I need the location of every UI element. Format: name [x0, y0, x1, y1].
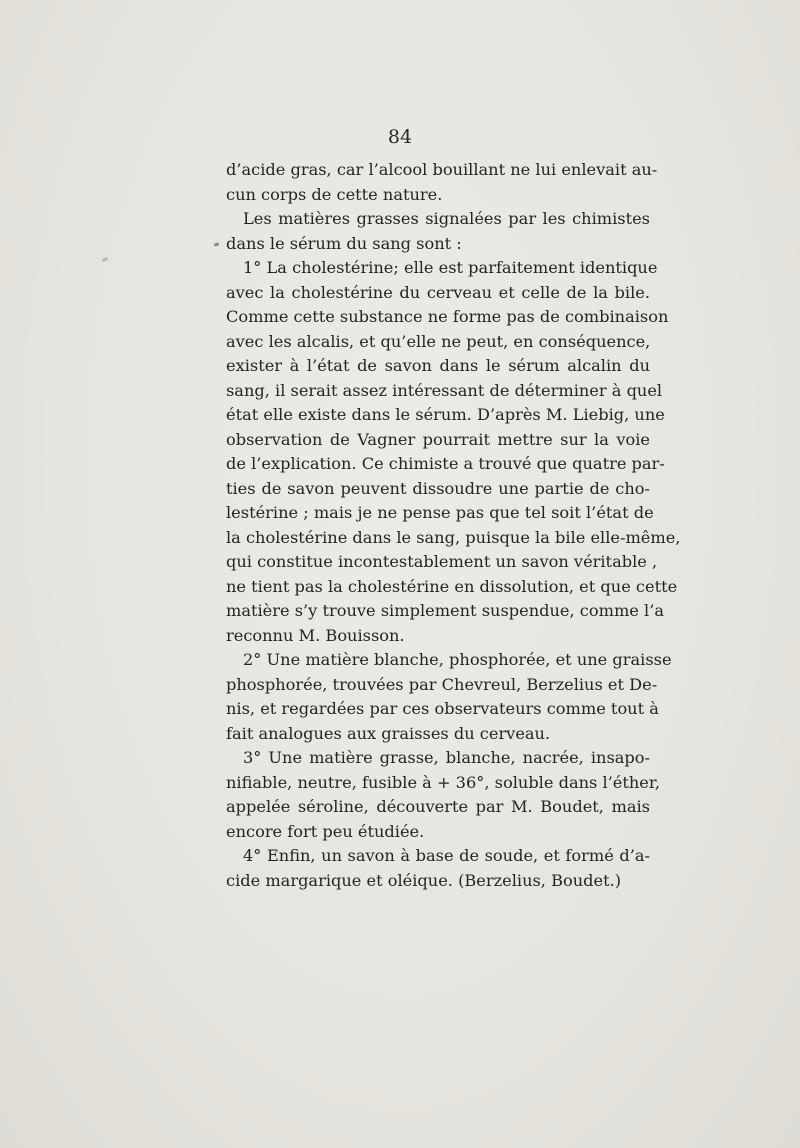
text-line: lestérine ; mais je ne pense pas que tel soit l’état de — [226, 503, 654, 522]
text-line: matière s’y trouve simplement suspendue, comme l’a — [226, 601, 664, 620]
text-line: 3° Une matière grasse, blanche, nacrée, insapo- — [243, 748, 650, 767]
text-line: phosphorée, trouvées par Chevreul, Berzelius et De- — [226, 674, 658, 694]
text-line: la cholestérine dans le sang, puisque la bile elle-même, — [226, 527, 681, 547]
text-line: état elle existe dans le sérum. D’après M. Liebig, une — [226, 405, 665, 424]
text-line: dans le sérum du sang sont : — [226, 233, 462, 253]
ink-speck — [102, 257, 109, 263]
text-line: nis, et regardées par ces observateurs comme tout à — [226, 699, 659, 718]
text-line: Comme cette substance ne forme pas de combinaison — [226, 307, 669, 326]
text-line: ne tient pas la cholestérine en dissolution, et que cette — [226, 576, 678, 596]
text-line: 2° Une matière blanche, phosphorée, et une graisse — [243, 650, 672, 669]
text-line: cun corps de cette nature. — [226, 184, 443, 204]
text-line: d’acide gras, car l’alcool bouillant ne lui enlevait au- — [226, 160, 658, 179]
text-line: nifiable, neutre, fusible à + 36°, soluble dans l’éther, — [226, 772, 660, 792]
text-line: sang, il serait assez intéressant de déterminer à quel — [226, 380, 663, 400]
text-line: Les matières grasses signalées par les chimistes — [243, 209, 650, 228]
text-line: encore fort peu étudiée. — [226, 821, 425, 841]
text-line: reconnu M. Bouisson. — [226, 625, 405, 645]
text-line: avec la cholestérine du cerveau et celle de la bile. — [226, 282, 650, 302]
text-line: de l’explication. Ce chimiste a trouvé que quatre par- — [226, 454, 665, 473]
page-number: 84 — [387, 126, 413, 148]
text-line: qui constitue incontestablement un savon véritable , — [226, 552, 658, 571]
text-line: exister à l’état de savon dans le sérum alcalin du — [226, 356, 650, 375]
text-line: avec les alcalis, et qu’elle ne peut, en conséquence, — [226, 331, 651, 351]
ink-speck — [214, 242, 220, 247]
body-text — [226, 158, 681, 893]
text-line: 1° La cholestérine; elle est parfaitement identique — [243, 258, 658, 277]
text-line: appelée séroline, découverte par M. Boudet, mais — [226, 797, 650, 816]
text-line: 4° Enfin, un savon à base de soude, et formé d’a- — [243, 846, 650, 865]
text-line: fait analogues aux graisses du cerveau. — [226, 723, 551, 743]
text-line: ties de savon peuvent dissoudre une partie de cho- — [226, 478, 650, 498]
text-line: observation de Vagner pourrait mettre sur la voie — [226, 429, 650, 449]
text-line: cide margarique et oléique. (Berzelius, Boudet.) — [226, 870, 622, 890]
